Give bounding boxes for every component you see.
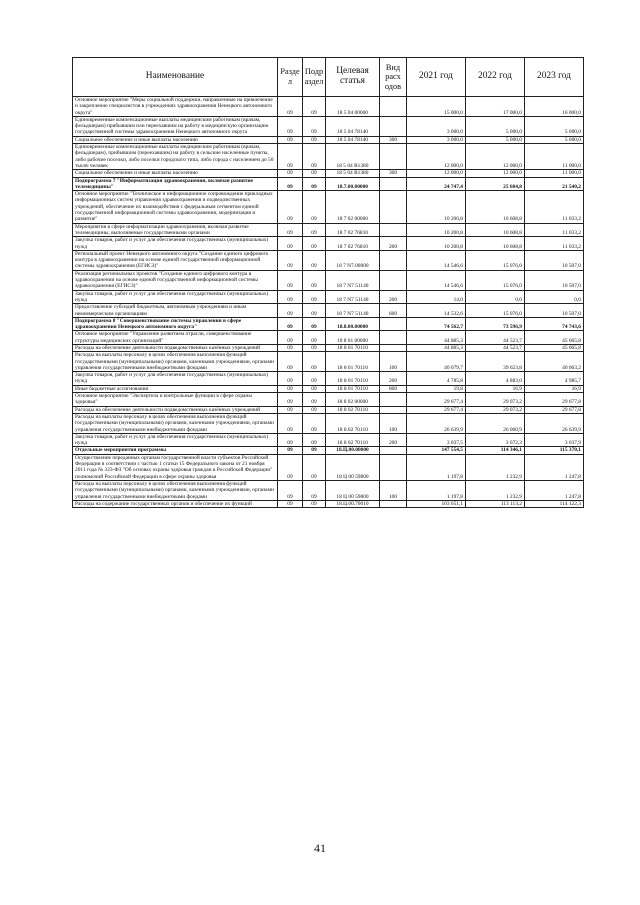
table-row: [73, 433, 584, 447]
header-2023: 2023 год: [525, 58, 584, 97]
row-section: 09: [278, 170, 303, 177]
row-subsection: 09: [303, 385, 326, 392]
row-section: 09: [278, 393, 303, 407]
row-expense-type: 200: [380, 372, 407, 386]
row-value-2023: 1 247,8: [525, 480, 584, 500]
row-value-2022: 16,9: [466, 385, 525, 392]
row-subsection: 09: [303, 406, 326, 413]
row-value-2023: 5 000,0: [525, 116, 584, 136]
row-expense-type: 800: [380, 385, 407, 392]
row-value-2023: 45 065,8: [525, 344, 584, 351]
row-value-2023: 40 063,2: [525, 352, 584, 372]
row-subsection: 09: [303, 144, 326, 170]
row-name: Основное мероприятие "Экспертиза и контрольные функции в сфере охраны здоровья": [73, 393, 278, 407]
row-value-2023: 45 065,8: [525, 331, 584, 345]
row-value-2021: 29 677,4: [407, 406, 466, 413]
row-expense-type: [380, 331, 407, 345]
row-expense-type: 300: [380, 136, 407, 143]
row-subsection: 09: [303, 170, 326, 177]
row-name: Предоставление субсидий бюджетным, автономным учреждениям и иным некоммерческим организациям: [73, 304, 278, 318]
row-value-2021: 14 532,6: [407, 304, 466, 318]
row-target: 18 5 04 00000: [326, 97, 380, 117]
row-value-2021: 4 785,8: [407, 372, 466, 386]
row-value-2021: 147 554,5: [407, 447, 466, 454]
row-value-2023: 11 000,0: [525, 170, 584, 177]
row-section: 09: [278, 136, 303, 143]
row-name: Основное мероприятие "Техническое и информационное сопровождение прикладных информационных систем управления здравоохранения и подведомственных учреждений, обеспечение их взаимодействия с федеральным сегментом единой государственной информационной системы здравоохранения, модернизация и развитие": [73, 191, 278, 223]
row-value-2022: 17 000,0: [466, 97, 525, 117]
row-section: 09: [278, 144, 303, 170]
row-value-2023: 26 639,9: [525, 413, 584, 433]
row-value-2021: 19,8: [407, 385, 466, 392]
row-section: 09: [278, 97, 303, 117]
row-subsection: 09: [303, 331, 326, 345]
row-value-2022: 12 000,0: [466, 170, 525, 177]
row-target: 18 7 N7 51140: [326, 304, 380, 318]
row-subsection: 09: [303, 447, 326, 454]
table-row: [73, 413, 584, 433]
row-subsection: 09: [303, 317, 326, 331]
row-subsection: 09: [303, 237, 326, 251]
row-value-2022: 114 346,1: [466, 447, 525, 454]
row-expense-type: [380, 270, 407, 290]
row-subsection: 09: [303, 433, 326, 447]
row-expense-type: 200: [380, 290, 407, 304]
row-expense-type: [380, 97, 407, 117]
row-value-2023: 4 985,7: [525, 372, 584, 386]
row-name: Осуществление переданных органам государственной власти субъектов Российской Федерации в соответствии с частью 1 статьи 15 Федерального закона от 21 ноября 2011 года № 323-ФЗ "Об основах охраны здоровья граждан в Российской Федерации" полномочий Российской Федерации в сфере охраны здоровья: [73, 454, 278, 480]
row-value-2023: 16,9: [525, 385, 584, 392]
row-target: 18 8 02 00000: [326, 393, 380, 407]
row-value-2021: 1 197,8: [407, 480, 466, 500]
row-expense-type: [380, 317, 407, 331]
row-target: 18 7 N7.00000: [326, 250, 380, 270]
row-expense-type: [380, 500, 407, 507]
row-value-2023: 115 370,1: [525, 447, 584, 454]
row-value-2023: 1 247,8: [525, 454, 584, 480]
row-expense-type: [380, 454, 407, 480]
row-target: 18 8 01 70110: [326, 352, 380, 372]
row-value-2021: 3 000,0: [407, 136, 466, 143]
row-value-2021: 12 000,0: [407, 144, 466, 170]
row-subsection: 09: [303, 223, 326, 237]
row-value-2022: 25 684,8: [466, 177, 525, 191]
row-section: 09: [278, 385, 303, 392]
row-value-2021: 44 885,3: [407, 331, 466, 345]
row-target: 18 8 01 70110: [326, 385, 380, 392]
row-value-2022: 5 000,0: [466, 136, 525, 143]
row-name: Закупка товаров, работ и услуг для обеспечения государственных (муниципальных) нужд: [73, 237, 278, 251]
row-target: 18 7 02 00000: [326, 191, 380, 223]
header-2022: 2022 год: [466, 58, 525, 97]
budget-table: [72, 57, 584, 508]
row-value-2023: 5 000,0: [525, 136, 584, 143]
row-section: 09: [278, 480, 303, 500]
row-value-2022: 113 113,2: [466, 500, 525, 507]
row-expense-type: [380, 393, 407, 407]
row-value-2023: 11 000,0: [525, 144, 584, 170]
row-value-2022: 0,0: [466, 290, 525, 304]
row-subsection: 09: [303, 372, 326, 386]
table-row: [73, 136, 584, 143]
row-subsection: 09: [303, 500, 326, 507]
row-value-2022: 29 073,2: [466, 406, 525, 413]
header-section: Разде л: [278, 58, 303, 97]
row-name: Расходы на обеспечение деятельности подведомственных казённых учреждений: [73, 406, 278, 413]
header-2021: 2021 год: [407, 58, 466, 97]
row-value-2023: 29 677,8: [525, 393, 584, 407]
row-name: Расходы на выплаты персоналу в целях обеспечения выполнения функций государственными (муниципальными) органами, казенными учреждениями, органами управления государственными внебюджетными фондами: [73, 480, 278, 500]
row-name: Основное мероприятие "Меры социальной поддержки, направленные на привлечение и закрепление специалистов в учреждениях здравоохранения Ненецкого автономного округа": [73, 97, 278, 117]
row-value-2021: 103 651,1: [407, 500, 466, 507]
row-value-2021: 14 546,6: [407, 250, 466, 270]
row-value-2021: 74 562,7: [407, 317, 466, 331]
row-value-2022: 1 232,9: [466, 454, 525, 480]
row-value-2023: 16 000,0: [525, 97, 584, 117]
row-expense-type: 200: [380, 433, 407, 447]
row-section: 09: [278, 191, 303, 223]
row-section: 09: [278, 413, 303, 433]
row-name: Единовременные компенсационные выплаты медицинским работникам (врачам, фельдшерам) прибывшим или переехавшим на работу в медицинскую организацию государственной системы здравоохранения Ненецкого автономного округа: [73, 116, 278, 136]
row-value-2023: 21 540,2: [525, 177, 584, 191]
row-subsection: 09: [303, 454, 326, 480]
row-expense-type: [380, 223, 407, 237]
row-section: 09: [278, 500, 303, 507]
row-target: 18 7 02 76810: [326, 237, 380, 251]
row-name: Региональный проект Ненецкого автономного округа "Создание единого цифрового контура в здравоохранении на основе единой государственной информационной системы здравоохранения (ЕГИСЗ)": [73, 250, 278, 270]
row-section: 09: [278, 331, 303, 345]
row-subsection: 09: [303, 136, 326, 143]
table-row: [73, 447, 584, 454]
row-name: Закупка товаров, работ и услуг для обеспечения государственных (муниципальных) нужд: [73, 290, 278, 304]
table-row: [73, 331, 584, 345]
row-value-2021: 15 000,0: [407, 97, 466, 117]
row-target: 18 7 N7 51140: [326, 290, 380, 304]
header-subsection: Подр аздел: [303, 58, 326, 97]
row-expense-type: 300: [380, 170, 407, 177]
row-value-2022: 39 623,8: [466, 352, 525, 372]
row-name: Подпрограмма 7 "Информатизация здравоохранения, включая развитие телемедицины": [73, 177, 278, 191]
row-expense-type: 100: [380, 352, 407, 372]
row-subsection: 09: [303, 344, 326, 351]
row-subsection: 09: [303, 250, 326, 270]
row-value-2022: 44 523,7: [466, 331, 525, 345]
row-name: Закупка товаров, работ и услуг для обеспечения государственных (муниципальных) нужд: [73, 433, 278, 447]
row-value-2023: 29 677,8: [525, 406, 584, 413]
row-target: 18.8.00.00000: [326, 317, 380, 331]
row-section: 09: [278, 116, 303, 136]
row-value-2021: 12 000,0: [407, 170, 466, 177]
row-value-2022: 3 072,3: [466, 433, 525, 447]
row-value-2022: 44 523,7: [466, 344, 525, 351]
row-value-2022: 10 608,8: [466, 191, 525, 223]
row-subsection: 09: [303, 352, 326, 372]
table-row: [73, 250, 584, 270]
header-name: Наименование: [73, 58, 278, 97]
row-target: 18.Ц.00.00000: [326, 447, 380, 454]
row-section: 09: [278, 447, 303, 454]
table-row: [73, 191, 584, 223]
row-value-2021: 3 037,5: [407, 433, 466, 447]
row-subsection: 09: [303, 177, 326, 191]
row-target: 18 7 02 76810: [326, 223, 380, 237]
row-subsection: 09: [303, 304, 326, 318]
row-section: 09: [278, 270, 303, 290]
row-section: 09: [278, 433, 303, 447]
table-row: [73, 304, 584, 318]
row-subsection: 09: [303, 290, 326, 304]
table-row: [73, 406, 584, 413]
row-value-2023: 11 033,2: [525, 223, 584, 237]
row-value-2022: 15 076,0: [466, 304, 525, 318]
row-section: 09: [278, 177, 303, 191]
row-section: 09: [278, 454, 303, 480]
row-value-2021: 14,0: [407, 290, 466, 304]
row-section: 09: [278, 317, 303, 331]
table-row: [73, 170, 584, 177]
row-target: 18 8.02 70110: [326, 413, 380, 433]
row-section: 09: [278, 250, 303, 270]
row-value-2021: 44 885,3: [407, 344, 466, 351]
row-value-2022: 1 232,9: [466, 480, 525, 500]
row-section: 09: [278, 344, 303, 351]
table-header: [73, 58, 584, 97]
row-name: Расходы на выплаты персоналу в целях обеспечения выполнения функций государственными (муниципальными) органами, казенными учреждениями, органами управления государственными внебюджетными фондами: [73, 413, 278, 433]
row-name: Закупка товаров, работ и услуг для обеспечения государственных (муниципальных) нужд: [73, 372, 278, 386]
row-value-2023: 3 037,9: [525, 433, 584, 447]
row-value-2023: 11 033,2: [525, 191, 584, 223]
row-subsection: 09: [303, 116, 326, 136]
row-section: 09: [278, 237, 303, 251]
row-name: Иные бюджетные ассигнования: [73, 385, 278, 392]
row-target: 18 Ц 00 59800: [326, 480, 380, 500]
row-value-2022: 26 000,9: [466, 413, 525, 433]
table-row: [73, 317, 584, 331]
row-expense-type: [380, 116, 407, 136]
row-expense-type: [380, 250, 407, 270]
row-value-2021: 10 200,8: [407, 237, 466, 251]
row-subsection: 09: [303, 413, 326, 433]
row-name: Отдельные мероприятия программы: [73, 447, 278, 454]
row-value-2021: 10 200,8: [407, 223, 466, 237]
row-value-2022: 12 000,0: [466, 144, 525, 170]
row-subsection: 09: [303, 191, 326, 223]
row-value-2021: 10 200,8: [407, 191, 466, 223]
table-row: [73, 97, 584, 117]
row-target: 18 8 01 00000: [326, 331, 380, 345]
row-name: Расходы на обеспечение деятельности подведомственных казённых учреждений: [73, 344, 278, 351]
table-row: [73, 144, 584, 170]
page-number: 41: [314, 841, 326, 855]
table-row: [73, 372, 584, 386]
row-expense-type: 600: [380, 304, 407, 318]
row-section: 09: [278, 304, 303, 318]
row-value-2023: 0,0: [525, 290, 584, 304]
row-section: 09: [278, 290, 303, 304]
row-expense-type: [380, 144, 407, 170]
header-expense-type: Вид расх одов: [380, 58, 407, 97]
table-row: [73, 344, 584, 351]
row-target: 18 5 04 R1380: [326, 144, 380, 170]
row-value-2021: 40 079,7: [407, 352, 466, 372]
row-section: 09: [278, 372, 303, 386]
row-target: 18 5 04 R1380: [326, 170, 380, 177]
row-value-2021: 3 000,0: [407, 116, 466, 136]
row-value-2023: 114 122,3: [525, 500, 584, 507]
row-value-2023: 11 033,2: [525, 237, 584, 251]
row-target: 18 Ц 00 59800: [326, 454, 380, 480]
row-name: Расходы на содержание государственных органов и обеспечение их функций: [73, 500, 278, 507]
row-value-2022: 10 608,8: [466, 223, 525, 237]
row-subsection: 09: [303, 480, 326, 500]
row-target: 18 8 01 70110: [326, 344, 380, 351]
row-target: 18.7.00.00000: [326, 177, 380, 191]
row-name: Реализация региональных проектов "Создание единого цифрового контура в здравоохранении на основе единой государственной информационной системы здравоохранения (ЕГИСЗ)": [73, 270, 278, 290]
table-row: [73, 454, 584, 480]
row-name: Мероприятия в сфере информатизации здравоохранения, включая развитие телемедицины, выполняемые государственными органами: [73, 223, 278, 237]
row-expense-type: 200: [380, 237, 407, 251]
row-name: Социальное обеспечение и иные выплаты населению: [73, 170, 278, 177]
row-name: Подпрограмма 8 "Совершенствование системы управления в сфере здравоохранения Ненецкого автономного округа": [73, 317, 278, 331]
table-row: [73, 223, 584, 237]
row-expense-type: [380, 177, 407, 191]
row-name: Расходы на выплаты персоналу в целях обеспечения выполнения функций государственными (муниципальными) органами, казенными учреждениями, органами управления государственными внебюджетными фондами: [73, 352, 278, 372]
row-expense-type: [380, 344, 407, 351]
row-name: Социальное обеспечение и иные выплаты населению: [73, 136, 278, 143]
row-value-2021: 14 546,6: [407, 270, 466, 290]
row-expense-type: [380, 447, 407, 454]
table-row: [73, 500, 584, 507]
row-value-2022: 10 608,8: [466, 237, 525, 251]
table-row: [73, 352, 584, 372]
row-value-2022: 15 076,0: [466, 250, 525, 270]
row-subsection: 09: [303, 270, 326, 290]
table-row: [73, 290, 584, 304]
row-target: 18 5 04 78140: [326, 116, 380, 136]
row-expense-type: 100: [380, 480, 407, 500]
row-value-2022: 73 596,9: [466, 317, 525, 331]
row-section: 09: [278, 406, 303, 413]
row-value-2023: 10 507,0: [525, 250, 584, 270]
table-row: [73, 270, 584, 290]
row-target: 18 8 02 70110: [326, 433, 380, 447]
row-value-2021: 29 677,4: [407, 393, 466, 407]
table-row: [73, 237, 584, 251]
row-target: 18 5 04 78140: [326, 136, 380, 143]
header-target: Целевая статья: [326, 58, 380, 97]
table-row: [73, 116, 584, 136]
row-target: 18.Ц.00.70010: [326, 500, 380, 507]
table-row: [73, 177, 584, 191]
row-section: 09: [278, 223, 303, 237]
row-subsection: 09: [303, 97, 326, 117]
row-value-2021: 24 747,4: [407, 177, 466, 191]
table-row: [73, 385, 584, 392]
row-value-2022: 29 073,2: [466, 393, 525, 407]
row-value-2021: 26 639,9: [407, 413, 466, 433]
row-name: Единовременные компенсационные выплаты медицинским работникам (врачам, фельдшерам), прибывшим (переехавшим) на работу в сельские населенные пункты, либо рабочие поселки, либо поселки городского типа, либо города с населением до 50 тысяч человек: [73, 144, 278, 170]
row-value-2022: 4 883,0: [466, 372, 525, 386]
row-expense-type: [380, 191, 407, 223]
row-value-2023: 10 507,0: [525, 304, 584, 318]
row-name: Основное мероприятие "Управление развитием отрасли, совершенствование структуры медицинских организаций": [73, 331, 278, 345]
row-expense-type: 100: [380, 413, 407, 433]
row-value-2022: 5 000,0: [466, 116, 525, 136]
table-row: [73, 393, 584, 407]
row-target: 18 8 02 70110: [326, 406, 380, 413]
table-row: [73, 480, 584, 500]
table-body: [73, 97, 584, 508]
row-subsection: 09: [303, 393, 326, 407]
row-expense-type: [380, 406, 407, 413]
row-target: 18 8 01 70110: [326, 372, 380, 386]
row-value-2022: 15 076,0: [466, 270, 525, 290]
row-target: 18 7 N7 51140: [326, 270, 380, 290]
row-section: 09: [278, 352, 303, 372]
row-value-2023: 74 743,6: [525, 317, 584, 331]
row-value-2023: 10 507,0: [525, 270, 584, 290]
row-value-2021: 1 197,8: [407, 454, 466, 480]
